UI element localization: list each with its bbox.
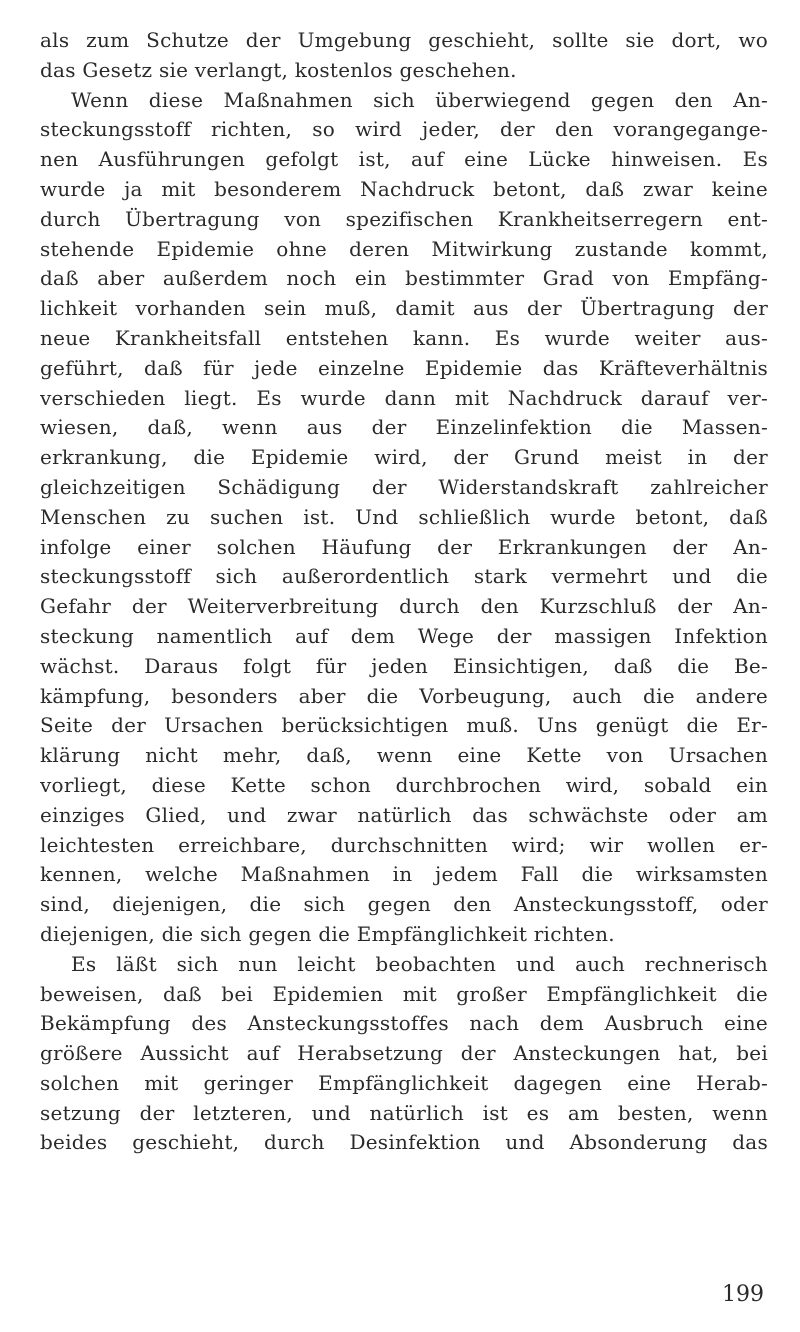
- text-line: neue Krankheitsfall entstehen kann. Es wurde weiter aus-: [40, 325, 768, 350]
- body-text: [40, 26, 768, 1158]
- text-line: Seite der Ursachen berücksichtigen muß. Uns genügt die Er-: [40, 713, 768, 738]
- text-line: daß aber außerdem noch ein bestimmter Grad von Empfäng-: [40, 266, 768, 291]
- text-line: steckung namentlich auf dem Wege der massigen Infektion: [40, 623, 768, 648]
- text-line: kämpfung, besonders aber die Vorbeugung, auch die andere: [40, 683, 768, 708]
- text-line: stehende Epidemie ohne deren Mitwirkung zustande kommt,: [40, 236, 768, 261]
- text-line: infolge einer solchen Häufung der Erkrankungen der An-: [40, 534, 768, 559]
- text-line: beweisen, daß bei Epidemien mit großer Empfänglichkeit die: [40, 981, 768, 1006]
- text-line: gleichzeitigen Schädigung der Widerstandskraft zahlreicher: [40, 474, 768, 499]
- text-line: kennen, welche Maßnahmen in jedem Fall die wirksamsten: [40, 862, 768, 887]
- text-line: klärung nicht mehr, daß, wenn eine Kette von Ursachen: [40, 743, 768, 768]
- text-line: einziges Glied, und zwar natürlich das schwächste oder am: [40, 802, 768, 827]
- page-number: 199: [722, 1282, 764, 1307]
- text-line: diejenigen, die sich gegen die Empfänglichkeit richten.: [40, 921, 615, 946]
- text-line: das Gesetz sie verlangt, kostenlos geschehen.: [40, 57, 517, 82]
- text-line: Menschen zu suchen ist. Und schließlich wurde betont, daß: [40, 504, 768, 529]
- text-line: Wenn diese Maßnahmen sich überwiegend gegen den An-: [71, 87, 768, 112]
- text-line: erkrankung, die Epidemie wird, der Grund meist in der: [40, 445, 768, 470]
- text-line: geführt, daß für jede einzelne Epidemie das Kräfteverhältnis: [40, 355, 768, 380]
- text-line: Gefahr der Weiterverbreitung durch den Kurzschluß der An-: [40, 594, 768, 619]
- text-line: beides geschieht, durch Desinfektion und Absonderung das: [40, 1130, 768, 1155]
- text-line: Es läßt sich nun leicht beobachten und auch rechnerisch: [71, 951, 768, 976]
- text-line: Bekämpfung des Ansteckungsstoffes nach dem Ausbruch eine: [40, 1011, 768, 1036]
- text-line: solchen mit geringer Empfänglichkeit dagegen eine Herab-: [40, 1070, 768, 1095]
- text-line: durch Übertragung von spezifischen Krankheitserregern ent-: [40, 206, 768, 231]
- text-line: sind, diejenigen, die sich gegen den Ansteckungsstoff, oder: [40, 892, 768, 917]
- text-line: setzung der letzteren, und natürlich ist es am besten, wenn: [40, 1100, 768, 1125]
- text-line: wiesen, daß, wenn aus der Einzelinfektion die Massen-: [40, 415, 768, 440]
- text-line: vorliegt, diese Kette schon durchbrochen wird, sobald ein: [40, 772, 768, 797]
- text-line: steckungsstoff richten, so wird jeder, der den vorangegange-: [40, 117, 768, 142]
- text-line: als zum Schutze der Umgebung geschieht, sollte sie dort, wo: [40, 28, 768, 52]
- text-line: wurde ja mit besonderem Nachdruck betont, daß zwar keine: [40, 176, 768, 201]
- text-line: steckungsstoff sich außerordentlich stark vermehrt und die: [40, 564, 768, 589]
- text-line: nen Ausführungen gefolgt ist, auf eine Lücke hinweisen. Es: [40, 147, 768, 172]
- text-line: leichtesten erreichbare, durchschnitten wird; wir wollen er-: [40, 832, 768, 857]
- text-line: wächst. Daraus folgt für jeden Einsichtigen, daß die Be-: [40, 653, 768, 678]
- text-line: verschieden liegt. Es wurde dann mit Nachdruck darauf ver-: [40, 385, 768, 410]
- text-line: lichkeit vorhanden sein muß, damit aus der Übertragung der: [40, 296, 768, 321]
- text-line: größere Aussicht auf Herabsetzung der Ansteckungen hat, bei: [40, 1041, 768, 1066]
